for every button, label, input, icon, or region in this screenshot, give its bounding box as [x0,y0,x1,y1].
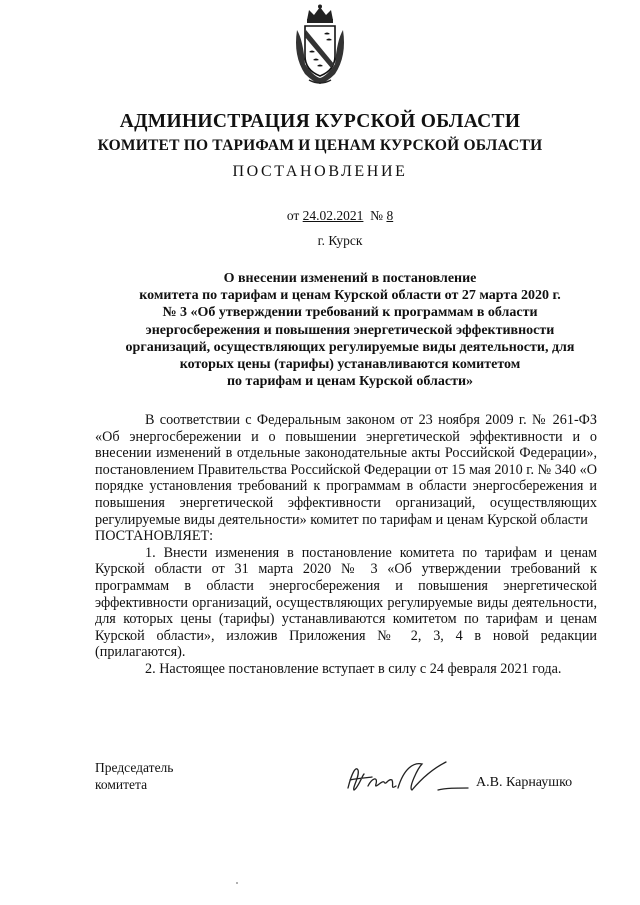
doc-city: г. Курск [317,233,363,248]
doc-number: 8 [386,208,394,223]
committee-title: КОМИТЕТ ПО ТАРИФАМ И ЦЕНАМ КУРСКОЙ ОБЛАСТИ [97,137,543,154]
subject-line: по тарифам и ценам Курской области» [226,374,474,390]
item-2-paragraph: 2. Настоящее постановление вступает в силу с 24 февраля 2021 года. [145,660,562,677]
preamble-paragraph [95,412,597,545]
subject-line: № 3 «Об утверждении требований к программам в области [162,305,538,321]
subject-line: О внесении изменений в постановление [223,271,477,286]
doc-subject [100,270,600,390]
date-prefix: от [286,208,300,223]
scan-speck [236,882,238,884]
handwritten-signature [342,758,470,798]
item-1-paragraph: 1. Внести изменения в постановление комитета по тарифам и ценам Курской области от 31 марта 2020 № 3 «Об утверждении требований к программам в области энергосбережения и повышения энергетической эффективности организаций, осуществляющих регулируемые виды деятельности, для которых цены (тарифы) устанавливаются комитетом по тарифам и ценам Курской области», изложив Приложения № 2, 3, 4 в новой редакции (прилагаются). [95,544,597,661]
doc-body [95,412,597,678]
subject-line: которых цены (тарифы) устанавливаются комитетом [179,357,521,373]
number-prefix: № [370,208,384,223]
signatory-name: А.В. Карнаушко [476,775,573,790]
doc-date-number [0,208,640,224]
signatory-title-line1: Председатель [95,760,174,775]
subject-line: комитета по тарифам и ценам Курской области от 27 марта 2020 г. [139,288,561,304]
doc-date: 24.02.2021 [302,208,364,223]
org-title: АДМИНИСТРАЦИЯ КУРСКОЙ ОБЛАСТИ [119,111,521,132]
doc-type-title: ПОСТАНОВЛЕНИЕ [232,163,408,180]
subject-line: энергосбережения и повышения энергетической эффективности [145,322,555,338]
resolves-text: ПОСТАНОВЛЯЕТ: [95,528,214,545]
preamble-text: В соответствии с Федеральным законом от 23 ноября 2009 г. № 261-ФЗ «Об энергосбережении и о повышении энергетической эффективности и о внесении изменений в отдельные законодательные акты Российской Федерации», постановлением Правительства Российской Федерации от 15 мая 2010 г. № 340 «О порядке установления требований к программам в области энергосбережения и повышения энергетической эффективности организаций, осуществляющих регулируемые виды деятельности» комитет по тарифам и ценам Курской области [95,412,597,528]
signatory-title [95,759,173,793]
kursk-coat-of-arms-icon [289,4,351,86]
signatory-title-line2: комитета [95,777,148,792]
subject-line: организаций, осуществляющих регулируемые виды деятельности, для [125,339,575,355]
